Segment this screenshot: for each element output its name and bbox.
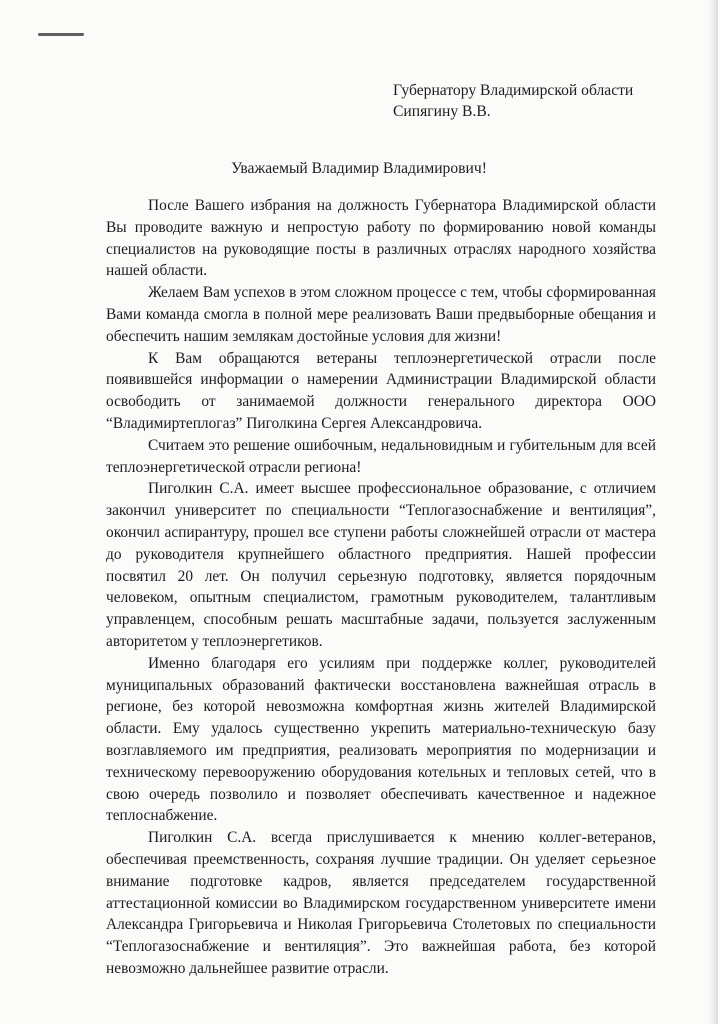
addressee-line-2: Сипягину В.В. (393, 103, 491, 120)
addressee-line-1: Губернатору Владимирской области (393, 82, 634, 99)
paragraph-5: Пиголкин С.А. имеет высшее профессиональное образование, с отличием закончил университет по специальности “Теплогазоснабжение и вентиляция”, окончил аспирантуру, прошел все ступени работы сложнейшей отрасли от мастера до руководителя крупнейшего областного предприятия. Нашей профессии посвятил 20 лет. Он получил серьезную подготовку, является порядочным человеком, опытным специалистом, грамотным руководителем, талантливым управленцем, способным решать масштабные задачи, пользуется заслуженным авторитетом у теплоэнергетиков. (106, 480, 656, 650)
paragraph-2: Желаем Вам успехов в этом сложном процессе с тем, чтобы сформированная Вами команда смогла в полной мере реализовать Ваши предвыборные обещания и обеспечить нашим землякам достойные условия для жизни! (106, 284, 656, 345)
letter-body (106, 195, 656, 980)
paragraph-4: Считаем это решение ошибочным, недальновидным и губительным для всей теплоэнергетической отрасли региона! (106, 436, 656, 476)
paragraph-7: Пиголкин С.А. всегда прислушивается к мнению коллег-ветеранов, обеспечивая преемственность, сохраняя лучшие традиции. Он уделяет серьезное внимание подготовке кадров, является председателем государственной аттестационной комиссии во Владимирском государственном университете имени Александра Григорьевича и Николая Григорьевича Столетовых по специальности “Теплогазоснабжение и вентиляция”. Это важнейшая работа, без которой невозможно дальнейшее развитие отрасли. (106, 829, 656, 977)
addressee-block (393, 80, 633, 122)
paragraph-3: К Вам обращаются ветераны теплоэнергетической отрасли после появившейся информации о намерении Администрации Владимирской области освободить от занимаемой должности генерального директора ООО “Владимиртеплогаз” Пиголкина Сергея Александровича. (106, 349, 656, 432)
pen-mark (38, 33, 84, 36)
salutation: Уважаемый Владимир Владимирович! (231, 160, 487, 177)
paragraph-6: Именно благодаря его усилиям при поддержке коллег, руководителей муниципальных образований фактически восстановлена важнейшая отрасль в регионе, без которой невозможна комфортная жизнь жителей Владимирской области. Ему удалось существенно укрепить материально-техническую базу возглавляемого им предприятия, реализовать мероприятия по модернизации и техническому перевооружению оборудования котельных и тепловых сетей, что в свою очередь позволило и позволяет обеспечивать качественное и надежное теплоснабжение. (106, 654, 656, 825)
scan-shadow-edge (708, 0, 718, 1024)
paragraph-1: После Вашего избрания на должность Губернатора Владимирской области Вы проводите важную и непростую работу по формированию новой команды специалистов на руководящие посты в различных отраслях народного хозяйства нашей области. (106, 197, 656, 280)
